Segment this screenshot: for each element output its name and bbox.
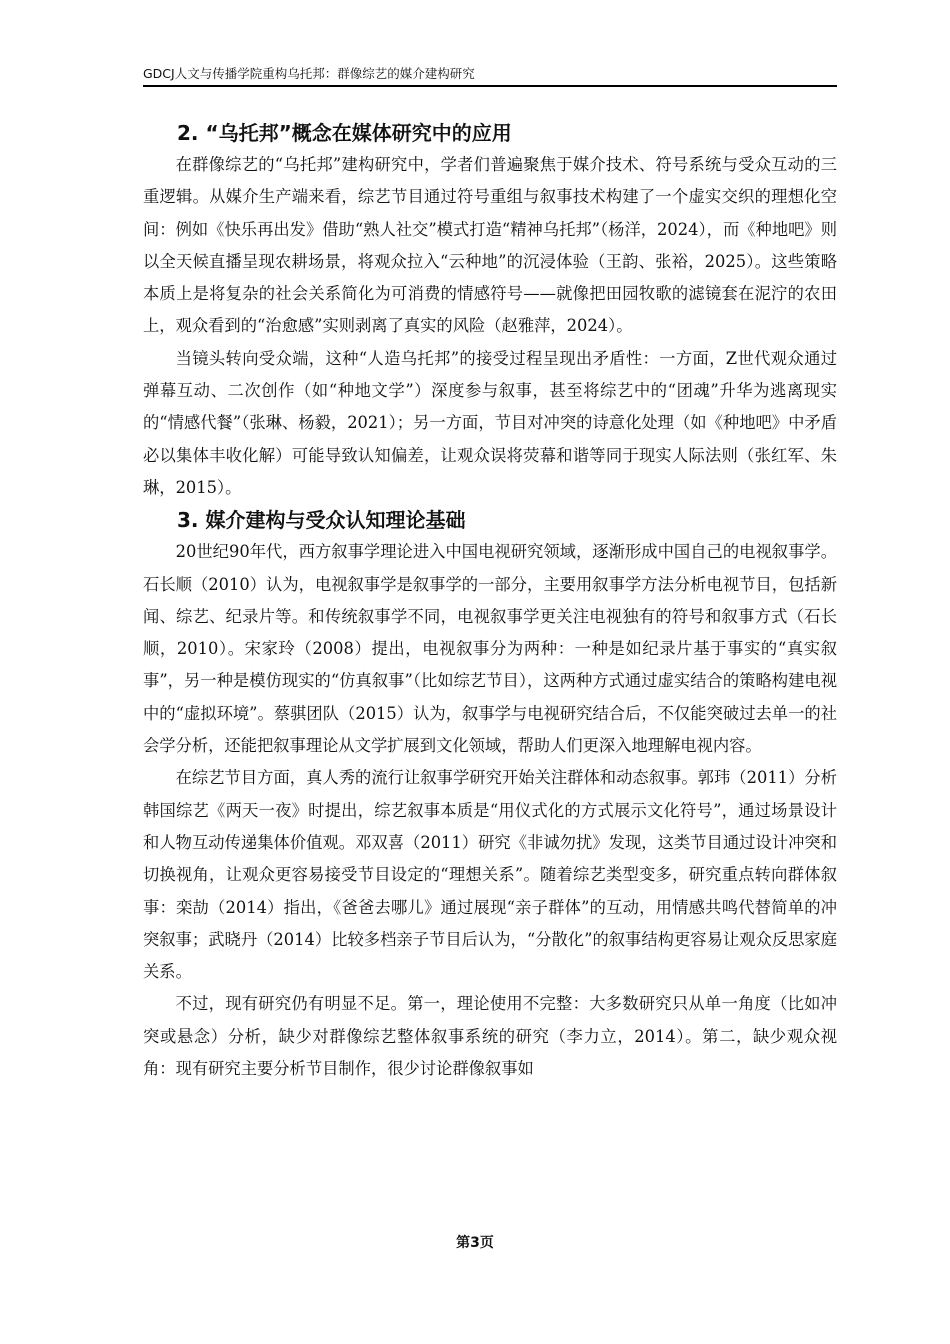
body-paragraph: 在群像综艺的“乌托邦”建构研究中，学者们普遍聚焦于媒介技术、符号系统与受众互动的三重逻辑。从媒介生产端来看，综艺节目通过符号重组与叙事技术构建了一个虚实交织的理想化空间：例如《快乐再出发》借助“熟人社交”模式打造“精神乌托邦”（杨洋，2024），而《种地吧》则以全天候直播呈现农耕场景，将观众拉入“云种地”的沉浸体验（王韵、张裕，2025）。这些策略本质上是将复杂的社会关系简化为可消费的情感符号——就像把田园牧歌的滤镜套在泥泞的农田上，观众看到的“治愈感”实则剥离了真实的风险（赵雅萍，2024）。 [143, 155, 837, 336]
running-header: GDCJ人文与传播学院重构乌托邦：群像综艺的媒介建构研究 [143, 66, 475, 81]
page-body [143, 117, 837, 1085]
body-paragraph: 不过，现有研究仍有明显不足。第一，理论使用不完整：大多数研究只从单一角度（比如冲突或悬念）分析，缺少对群像综艺整体叙事系统的研究（李力立，2014）。第二，缺少观众视角：现有研究主要分析节目制作，很少讨论群像叙事如 [143, 994, 837, 1079]
header-divider [143, 85, 837, 87]
section-media-theory [143, 504, 837, 1085]
section-heading: 3. 媒介建构与受众认知理论基础 [177, 508, 466, 533]
body-paragraph: 当镜头转向受众端，这种“人造乌托邦”的接受过程呈现出矛盾性：一方面，Z世代观众通过弹幕互动、二次创作（如“种地文学”）深度参与叙事，甚至将综艺中的“团魂”升华为逃离现实的“情感代餐”（张琳、杨毅，2021）；另一方面，节目对冲突的诗意化处理（如《种地吧》中矛盾必以集体丰收化解）可能导致认知偏差，让观众误将荧幕和谐等同于现实人际法则（张红军、朱琳，2015）。 [143, 348, 837, 497]
page-number: 第3页 [456, 1235, 494, 1251]
section-heading: 2. “乌托邦”概念在媒体研究中的应用 [177, 121, 512, 145]
body-paragraph: 20世纪90年代，西方叙事学理论进入中国电视研究领域，逐渐形成中国自己的电视叙事学。石长顺（2010）认为，电视叙事学是叙事学的一部分，主要用叙事学方法分析电视节目，包括新闻、综艺、纪录片等。和传统叙事学不同，电视叙事学更关注电视独有的符号和叙事方式（石长顺，2010）。宋家玲（2008）提出，电视叙事分为两种：一种是如纪录片基于事实的“真实叙事”，另一种是模仿现实的“仿真叙事”（比如综艺节目），这两种方式通过虚实结合的策略构建电视中的“虚拟环境”。蔡骐团队（2015）认为，叙事学与电视研究结合后，不仅能突破过去单一的社会学分析，还能把叙事理论从文学扩展到文化领域，帮助人们更深入地理解电视内容。 [143, 542, 837, 756]
section-utopia-concept [143, 117, 837, 504]
body-paragraph: 在综艺节目方面，真人秀的流行让叙事学研究开始关注群体和动态叙事。郭玮（2011）分析韩国综艺《两天一夜》时提出，综艺叙事本质是“用仪式化的方式展示文化符号”，通过场景设计和人物互动传递集体价值观。邓双喜（2011）研究《非诚勿扰》发现，这类节目通过设计冲突和切换视角，让观众更容易接受节目设定的“理想关系”。随着综艺类型变多，研究重点转向群体叙事：栾劼（2014）指出，《爸爸去哪儿》通过展现“亲子群体”的互动，用情感共鸣代替简单的冲突叙事；武晓丹（2014）比较多档亲子节目后认为，“分散化”的叙事结构更容易让观众反思家庭关系。 [143, 768, 837, 982]
